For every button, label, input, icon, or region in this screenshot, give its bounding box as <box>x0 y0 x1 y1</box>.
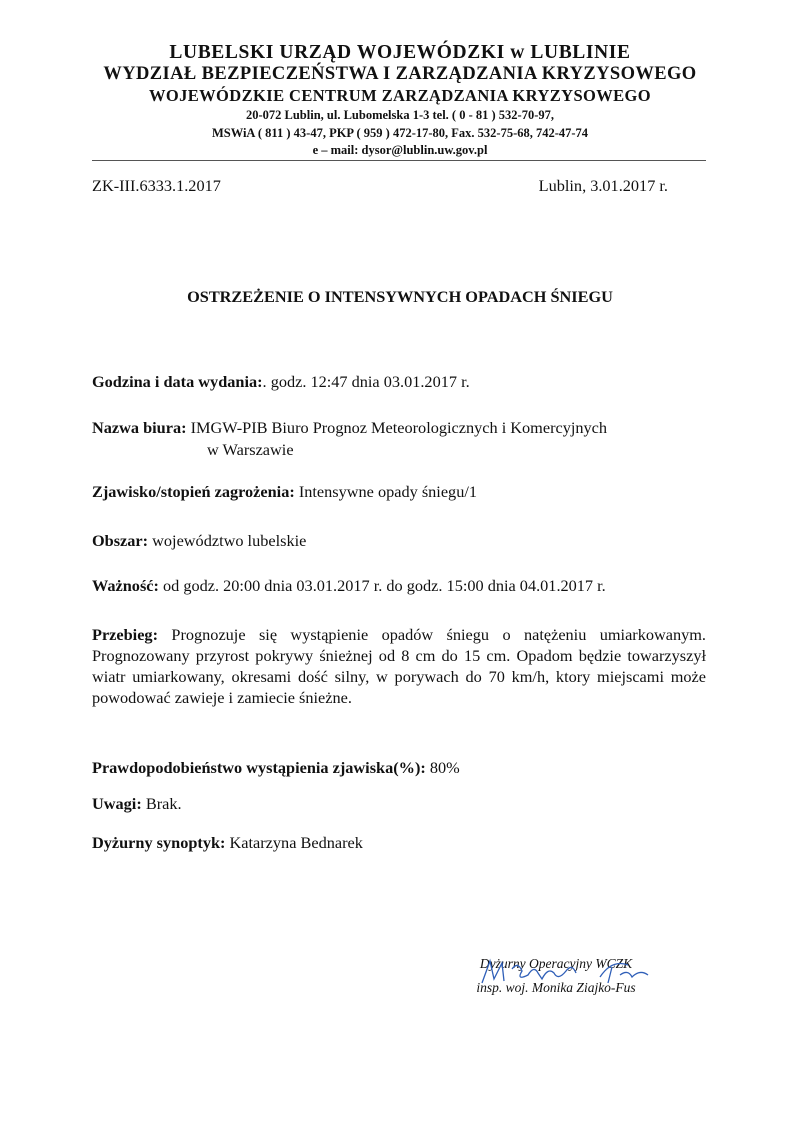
remarks-field <box>92 793 182 814</box>
area-value: województwo lubelskie <box>152 531 307 550</box>
issued-field <box>92 371 470 392</box>
document-title: OSTRZEŻENIE O INTENSYWNYCH OPADACH ŚNIEGU <box>187 287 613 306</box>
office-value: IMGW-PIB Biuro Prognoz Meteorologicznych i Komercyjnych <box>190 418 608 437</box>
place-date: Lublin, 3.01.2017 r. <box>538 176 668 195</box>
probability-label: Prawdopodobieństwo wystąpienia zjawiska(%): <box>92 758 426 777</box>
phenomenon-label: Zjawisko/stopień zagrożenia: <box>92 482 295 501</box>
validity-value: od godz. 20:00 dnia 03.01.2017 r. do godz. 15:00 dnia 04.01.2017 r. <box>163 576 606 595</box>
header-phones: MSWiA ( 811 ) 43-47, PKP ( 959 ) 472-17-80, Fax. 532-75-68, 742-47-74 <box>211 126 589 140</box>
phenomenon-value: Intensywne opady śniegu/1 <box>298 482 477 501</box>
course-field <box>92 624 706 708</box>
header-department: WYDZIAŁ BEZPIECZEŃSTWA I ZARZĄDZANIA KRYZYSOWEGO <box>103 64 697 84</box>
reference-number: ZK-III.6333.1.2017 <box>92 176 221 195</box>
synoptic-field <box>92 832 363 853</box>
header-address: 20-072 Lublin, ul. Lubomelska 1-3 tel. ( 0 - 81 ) 532-70-97, <box>245 108 554 122</box>
office-value-cont: w Warszawie <box>207 440 294 459</box>
handwritten-signature <box>472 955 662 989</box>
validity-label: Ważność: <box>92 576 159 595</box>
header-email: e – mail: dysor@lublin.uw.gov.pl <box>312 143 488 157</box>
header-center: WOJEWÓDZKIE CENTRUM ZARZĄDZANIA KRYZYSOWEGO <box>148 86 652 105</box>
issued-label: Godzina i data wydania: <box>92 372 263 391</box>
validity-field <box>92 575 606 596</box>
remarks-label: Uwagi: <box>92 794 142 813</box>
header-divider <box>92 160 706 161</box>
signature-role: Dyżurny Operacyjny WCZK <box>479 956 633 971</box>
probability-value: 80% <box>429 758 460 777</box>
synoptic-label: Dyżurny synoptyk: <box>92 833 226 852</box>
header-office: LUBELSKI URZĄD WOJEWÓDZKI w LUBLINIE <box>169 42 631 63</box>
signature-name: insp. woj. Monika Ziajko-Fus <box>476 980 636 995</box>
area-field <box>92 530 306 551</box>
office-label: Nazwa biura: <box>92 418 187 437</box>
course-value: Prognozuje się wystąpienie opadów śniegu o natężeniu umiarkowanym. Prognozowany przyrost pokrywy śnieżnej od 8 cm do 15 cm. Opadom będzie towarzyszył wiatr umiarkowany, okresami dość silny, w porywach do 70 km/h, ktory miejscami może powodować zawieje i zamiecie śnieżne. <box>92 625 707 707</box>
area-label: Obszar: <box>92 531 149 550</box>
phenomenon-field <box>92 481 477 502</box>
synoptic-value: Katarzyna Bednarek <box>229 833 363 852</box>
remarks-value: Brak. <box>145 794 182 813</box>
issued-value: . godz. 12:47 dnia 03.01.2017 r. <box>262 372 470 391</box>
office-field <box>92 417 607 438</box>
probability-field <box>92 757 460 778</box>
course-label: Przebieg: <box>92 625 158 644</box>
